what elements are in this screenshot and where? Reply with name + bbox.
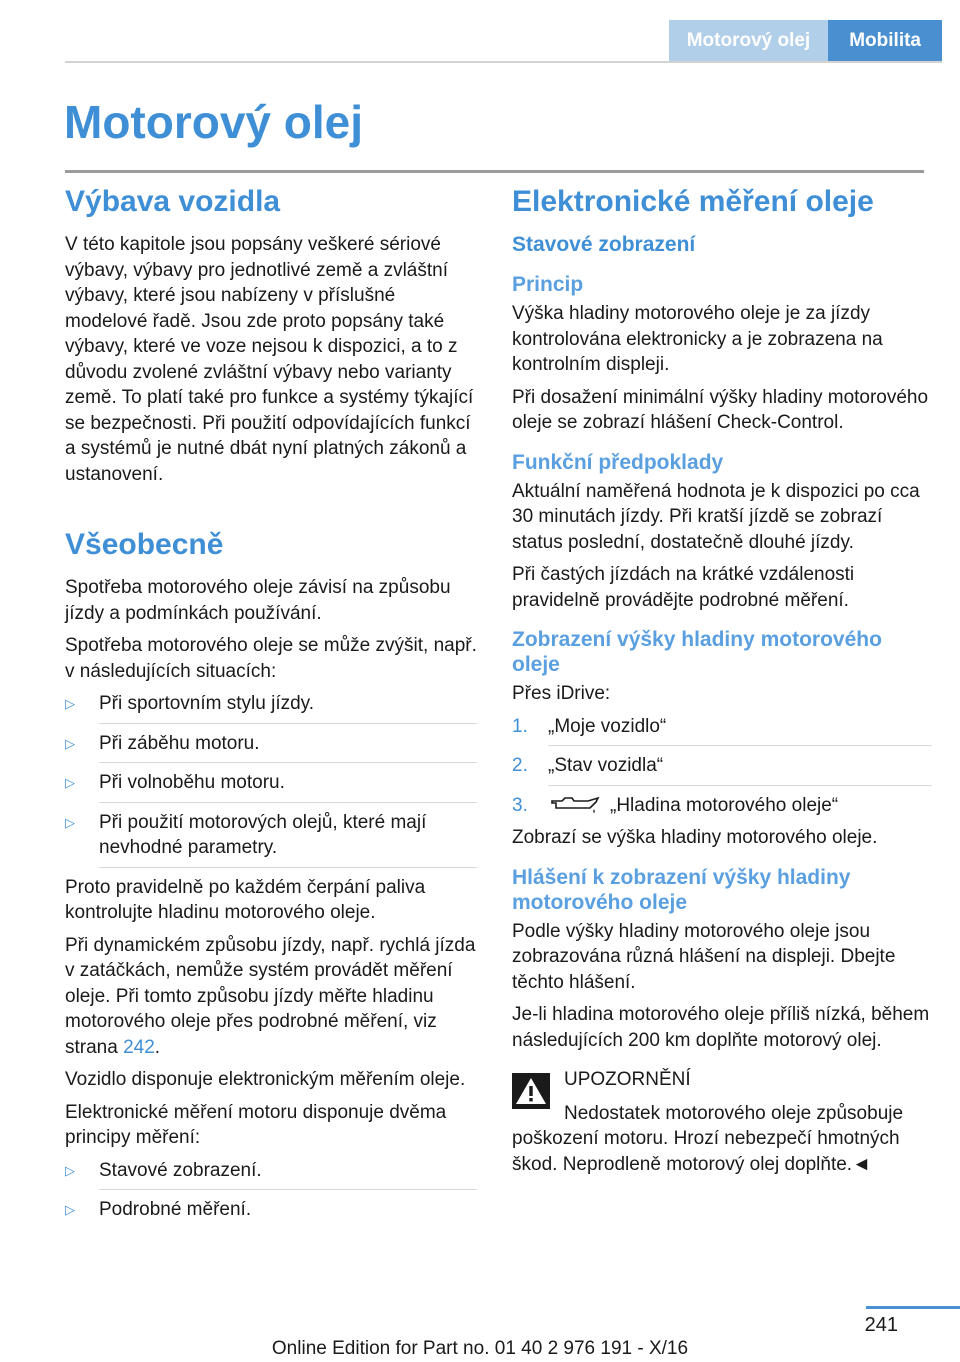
general-paragraph-1: Spotřeba motorového oleje závisí na způsobu jízdy a podmínkách používání. — [65, 577, 451, 624]
check-paragraph: Proto pravidelně po každém čerpání paliva kontrolujte hladinu motorového oleje. — [65, 876, 426, 923]
triangle-bullet-icon: ▷ — [65, 1162, 75, 1178]
triangle-bullet-icon: ▷ — [65, 735, 75, 751]
header-tabs — [669, 20, 942, 62]
page-number: 241 — [864, 1314, 898, 1336]
section-tab[interactable]: Motorový olej — [669, 20, 829, 62]
general-paragraph-2: Spotřeba motorového oleje se může zvýšit, např. v následujících situacích: — [65, 635, 477, 682]
display-heading: Zobrazení výšky hladiny motorového oleje — [512, 628, 882, 676]
dynamic-paragraph: Při dynamickém způsobu jízdy, např. rychlá jízda v zatáčkách, nemůže systém provádět měření oleje. Při tomto způsobu jízdy měřte hladinu motorového oleje přes podrobné měření, viz strana 242. — [65, 934, 476, 1058]
equipment-text: V této kapitole jsou popsány veškeré sériové výbavy, výbavy pro jednotlivé země a zvláštní výbavy, které jsou nabízeny v příslušné modelové řadě. Jsou zde proto popsány také výbavy, které ve voze nejsou k dispozici, a to z důvodu zvolené zvláštní výbavy nebo varianty země. To platí také pro funkce a systémy týkající se bezpečnosti. Při použití odpovídajících funkcí a systémů je nutné dbát nyní platných zákonů a ustanovení. — [65, 234, 474, 485]
measurement-heading: Elektronické měření oleje — [512, 185, 874, 218]
chapter-tab[interactable]: Mobilita — [828, 20, 942, 62]
principle-paragraph-2: Při dosažení minimální výšky hladiny motorového oleje se zobrazí hlášení Check-Control. — [512, 386, 929, 433]
situations-list — [65, 691, 477, 868]
status-heading: Stavové zobrazení — [512, 233, 696, 256]
display-intro: Přes iDrive: — [512, 683, 611, 704]
requirements-paragraph-1: Aktuální naměřená hodnota je k dispozici po cca 30 minutách jízdy. Při kratší jízdě se zobrazí status poslední, dostatečně dlouhé jízdy. — [512, 480, 920, 553]
list-item: ▷ Při volnoběhu motoru. — [65, 770, 477, 803]
list-item: 3. „Hladina motorového oleje“ — [512, 794, 839, 816]
principles-list — [65, 1158, 477, 1223]
triangle-bullet-icon: ▷ — [65, 775, 75, 790]
list-item: 2. „Stav vozidla“ — [512, 753, 932, 786]
equipment-heading: Výbava vozidla — [65, 185, 281, 218]
principle-heading: Princip — [512, 273, 584, 296]
page-reference-link[interactable]: 242 — [123, 1036, 155, 1058]
footer-edition: Online Edition for Part no. 01 40 2 976 191 - X/16 — [271, 1338, 689, 1359]
triangle-bullet-icon: ▷ — [65, 814, 75, 830]
title-divider — [65, 170, 924, 173]
idrive-steps — [512, 714, 932, 819]
messages-paragraph-1: Podle výšky hladiny motorového oleje jsou zobrazována různá hlášení na displeji. Dbejte těchto hlášení. — [512, 920, 896, 993]
triangle-bullet-icon: ▷ — [65, 696, 75, 711]
messages-heading: Hlášení k zobrazení výšky hladiny motorového oleje — [512, 865, 851, 914]
list-item: ▷ Stavové zobrazení. — [65, 1158, 477, 1191]
warning-triangle-icon — [512, 1073, 550, 1109]
warning-title: UPOZORNĚNÍ — [564, 1069, 691, 1090]
display-result: Zobrazí se výška hladiny motorového oleje. — [512, 827, 878, 848]
list-item: ▷ Při sportovním stylu jízdy. — [65, 691, 477, 724]
principle-paragraph-1: Výška hladiny motorového oleje je za jízdy kontrolována elektronicky a je zobrazena na kontrolním displeji. — [512, 303, 883, 375]
oil-can-icon — [548, 795, 604, 815]
electronic-paragraph: Vozidlo disponuje elektronickým měřením oleje. — [65, 1069, 466, 1090]
warning-box — [512, 1067, 932, 1093]
list-item: 1. „Moje vozidlo“ — [512, 714, 932, 747]
footer-divider — [866, 1306, 960, 1309]
right-column — [512, 178, 932, 1184]
left-column — [65, 178, 477, 1230]
list-item: ▷ Při záběhu motoru. — [65, 731, 477, 764]
list-item: ▷ Podrobné měření. — [65, 1197, 477, 1223]
list-item: ▷ Při použití motorových olejů, které mají nevhodné parametry. — [65, 810, 477, 868]
messages-paragraph-2: Je-li hladina motorového oleje příliš nízká, během následujících 200 km doplňte motorový olej. — [512, 1004, 930, 1051]
principles-paragraph: Elektronické měření motoru disponuje dvěma principy měření: — [65, 1101, 447, 1148]
general-heading: Všeobecně — [65, 528, 224, 561]
requirements-heading: Funkční předpoklady — [512, 450, 724, 474]
warning-text: Nedostatek motorového oleje způsobuje poškození motoru. Hrozí nebezpečí hmotných škod. Neprodleně motorový olej doplňte.◄ — [512, 1102, 904, 1175]
triangle-bullet-icon: ▷ — [65, 1202, 75, 1217]
requirements-paragraph-2: Při častých jízdách na krátké vzdálenosti pravidelně provádějte podrobné měření. — [512, 564, 855, 611]
page-title: Motorový olej — [64, 96, 364, 148]
header-divider — [65, 61, 942, 63]
